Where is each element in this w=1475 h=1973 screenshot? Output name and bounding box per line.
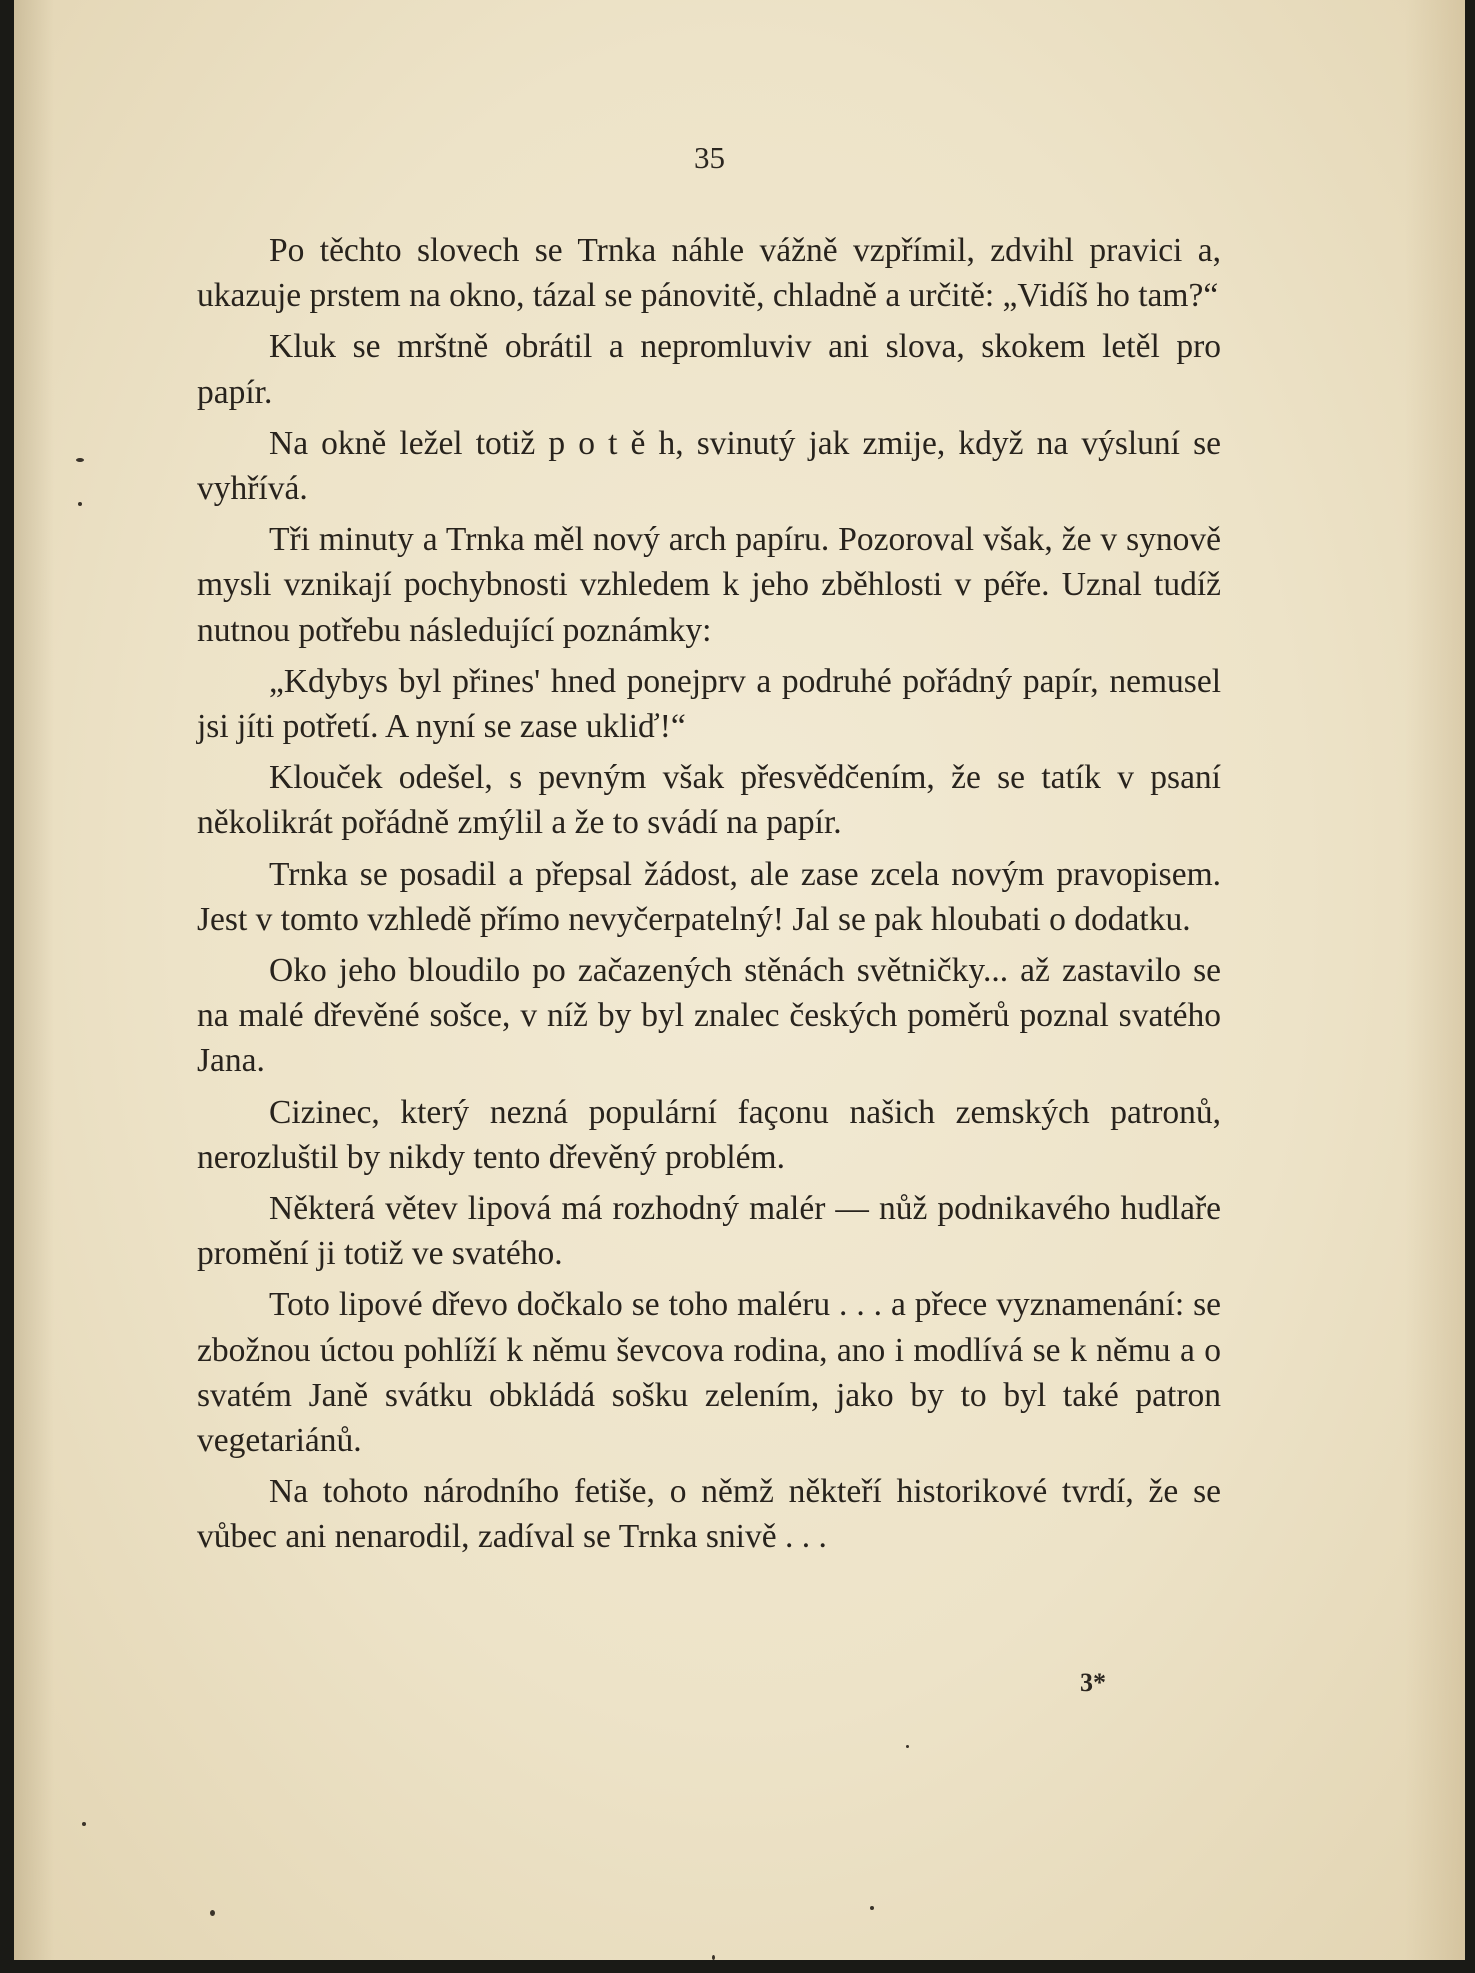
paper-speck [210, 1910, 215, 1916]
paragraph: Na okně ležel totiž p o t ě h, svinutý jak zmije, když na výsluní se vyhřívá. [197, 424, 1221, 508]
paragraph: Některá větev lipová má rozhodný malér — nůž podnikavého hudlaře promění ji totiž ve svatého. [197, 1190, 1221, 1273]
paper-speck [82, 1822, 86, 1826]
paragraph: Po těchto slovech se Trnka náhle vážně vzpřímil, zdvihl pravici a, ukazuje prstem na okno, tázal se pánovitě, chladně a určitě: „Vidíš ho tam?“ [197, 232, 1221, 315]
paragraph: Na tohoto národního fetiše, o němž někteří historikové tvrdí, že se vůbec ani nenarodil, zadíval se Trnka snivě . . . [197, 1473, 1221, 1556]
paper-speck [870, 1906, 874, 1910]
page-number-text: 35 [694, 140, 725, 175]
paragraph: Klouček odešel, s pevným však přesvědčením, že se tatík v psaní několikrát pořádně zmýlil a že to svádí na papír. [197, 759, 1221, 842]
signature-mark: 3* [1080, 1668, 1106, 1697]
body-text [197, 228, 1221, 1566]
paragraph: Tři minuty a Trnka měl nový arch papíru. Pozoroval však, že v synově mysli vznikají pochybnosti vzhledem k jeho zběhlosti v péře. Uznal tudíž nutnou potřebu následující poznámky: [197, 521, 1221, 649]
paper-speck [78, 502, 82, 506]
book-page [14, 0, 1465, 1960]
paragraph: Kluk se mrštně obrátil a nepromluviv ani slova, skokem letěl pro papír. [197, 328, 1221, 411]
page-number [14, 140, 1465, 176]
paragraph: Toto lipové dřevo dočkalo se toho maléru . . . a přece vyznamenání: se zbožnou úctou pohlíží k němu ševcova rodina, ano i modlívá se k němu a o svatém Janě svátku obkládá sošku zelením, jako by to byl také patron vegetariánů. [197, 1286, 1221, 1460]
paragraph: „Kdybys byl přines' hned ponejprv a podruhé pořádný papír, nemusel jsi jíti potřetí. A nyní se zase ukliď!“ [197, 662, 1221, 746]
paragraph: Cizinec, který nezná populární façonu našich zemských patronů, nerozluštil by nikdy tento dřevěný problém. [197, 1093, 1221, 1176]
paragraph: Trnka se posadil a přepsal žádost, ale zase zcela novým pravopisem. Jest v tomto vzhledě přímo nevyčerpatelný! Jal se pak hloubati o dodatku. [197, 855, 1221, 938]
paper-speck [906, 1745, 909, 1748]
paper-speck [76, 458, 84, 462]
paragraph: Oko jeho bloudilo po začazených stěnách světničky... až zastavilo se na malé dřevěné sošce, v níž by byl znalec českých poměrů poznal svatého Jana. [197, 952, 1221, 1080]
paper-speck [712, 1955, 715, 1960]
